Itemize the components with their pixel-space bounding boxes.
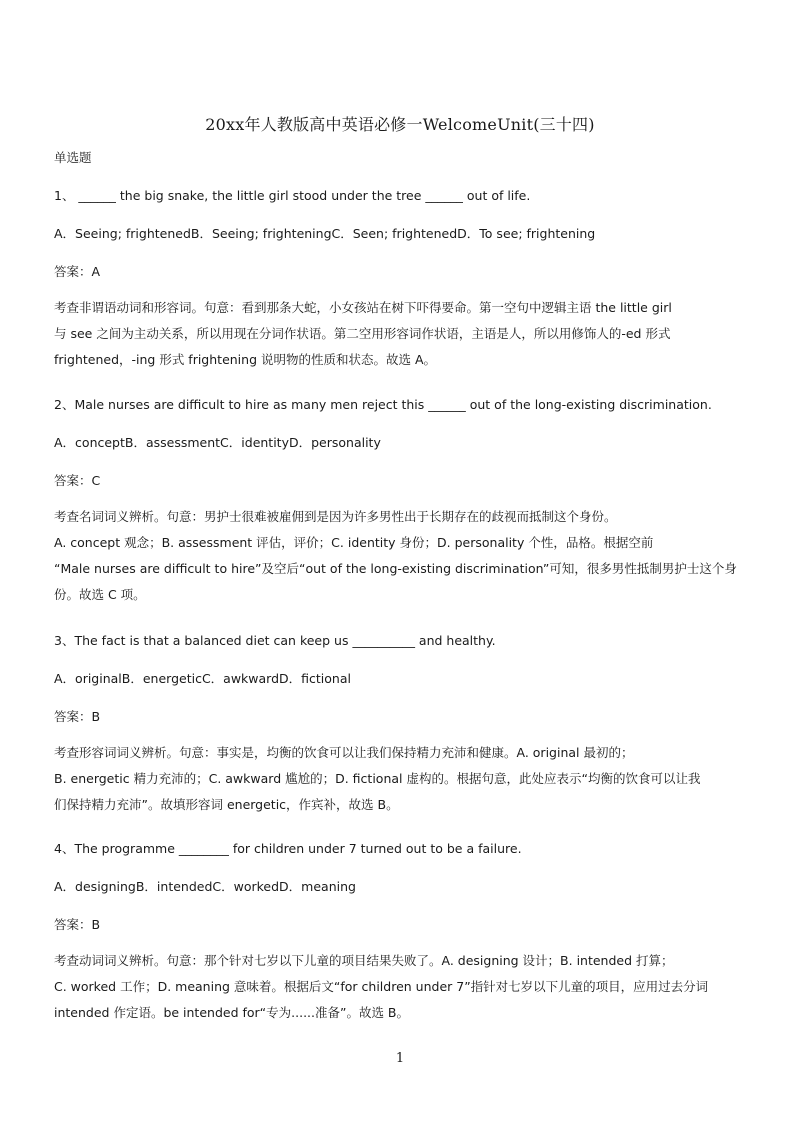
question-stem: 1、 ______ the big snake, the little girl stood under the tree ______ out of life. [54, 188, 531, 203]
page-title: 20xx年人教版高中英语必修一WelcomeUnit(三十四) [205, 115, 595, 134]
explanation-line: intended 作定语。be intended for“专为......准备”。故选 B。 [54, 1005, 410, 1020]
page-number: 1 [395, 1051, 405, 1066]
answer-label: 答案：A [54, 264, 101, 279]
explanation-line: 考查非谓语动词和形容词。句意：看到那条大蛇，小女孩站在树下吓得要命。第一空句中逻辑主语 the little girl [54, 300, 672, 315]
answer-label: 答案：C [54, 473, 101, 488]
question-options: A．designingB．intendedC．workedD．meaning [54, 879, 356, 894]
section-label: 单选题 [54, 150, 92, 165]
explanation-line: 考查名词词义辨析。句意：男护士很难被雇佣到是因为许多男性出于长期存在的歧视而抵制这个身份。 [54, 509, 617, 524]
explanation-line: B. energetic 精力充沛的；C. awkward 尴尬的；D. fictional 虚构的。根据句意，此处应表示“均衡的饮食可以让我 [54, 771, 701, 786]
explanation-line: 们保持精力充沛”。故填形容词 energetic，作宾补，故选 B。 [54, 797, 399, 812]
explanation [54, 295, 746, 373]
explanation-line: C. worked 工作；D. meaning 意味着。根据后文“for children under 7”指针对七岁以下儿童的项目，应用过去分词 [54, 979, 709, 994]
explanation [54, 740, 746, 818]
question-options: A．originalB．energeticC．awkwardD．fictional [54, 671, 351, 686]
explanation-line: 与 see 之间为主动关系，所以用现在分词作状语。第二空用形容词作状语，主语是人，所以用修饰人的-ed 形式 [54, 326, 671, 341]
explanation-line: frightened，-ing 形式 frightening 说明物的性质和状态。故选 A。 [54, 352, 437, 367]
question-stem: 3、The fact is that a balanced diet can keep us __________ and healthy. [54, 633, 496, 648]
answer-label: 答案：B [54, 709, 101, 724]
explanation-line: “Male nurses are difficult to hire”及空后“out of the long-existing discrimination”可知，很多男性抵制男护士这个身 [54, 561, 737, 576]
explanation-line: 考查动词词义辨析。句意：那个针对七岁以下儿童的项目结果失败了。A. designing 设计；B. intended 打算； [54, 953, 674, 968]
question-stem: 4、The programme ________ for children under 7 turned out to be a failure. [54, 841, 522, 856]
explanation-line: 考查形容词词义辨析。句意：事实是，均衡的饮食可以让我们保持精力充沛和健康。A. original 最初的； [54, 745, 634, 760]
question-options: A．Seeing; frightenedB．Seeing; frighteningC．Seen; frightenedD．To see; frightening [54, 226, 596, 241]
answer-label: 答案：B [54, 917, 101, 932]
explanation [54, 948, 746, 1026]
question-options: A．conceptB．assessmentC．identityD．personality [54, 435, 381, 450]
explanation [54, 504, 746, 608]
question-stem: 2、Male nurses are difficult to hire as many men reject this ______ out of the long-existing discrimination. [54, 397, 712, 412]
explanation-line: A. concept 观念；B. assessment 评估，评价；C. identity 身份；D. personality 个性，品格。根据空前 [54, 535, 654, 550]
explanation-line: 份。故选 C 项。 [54, 587, 146, 602]
